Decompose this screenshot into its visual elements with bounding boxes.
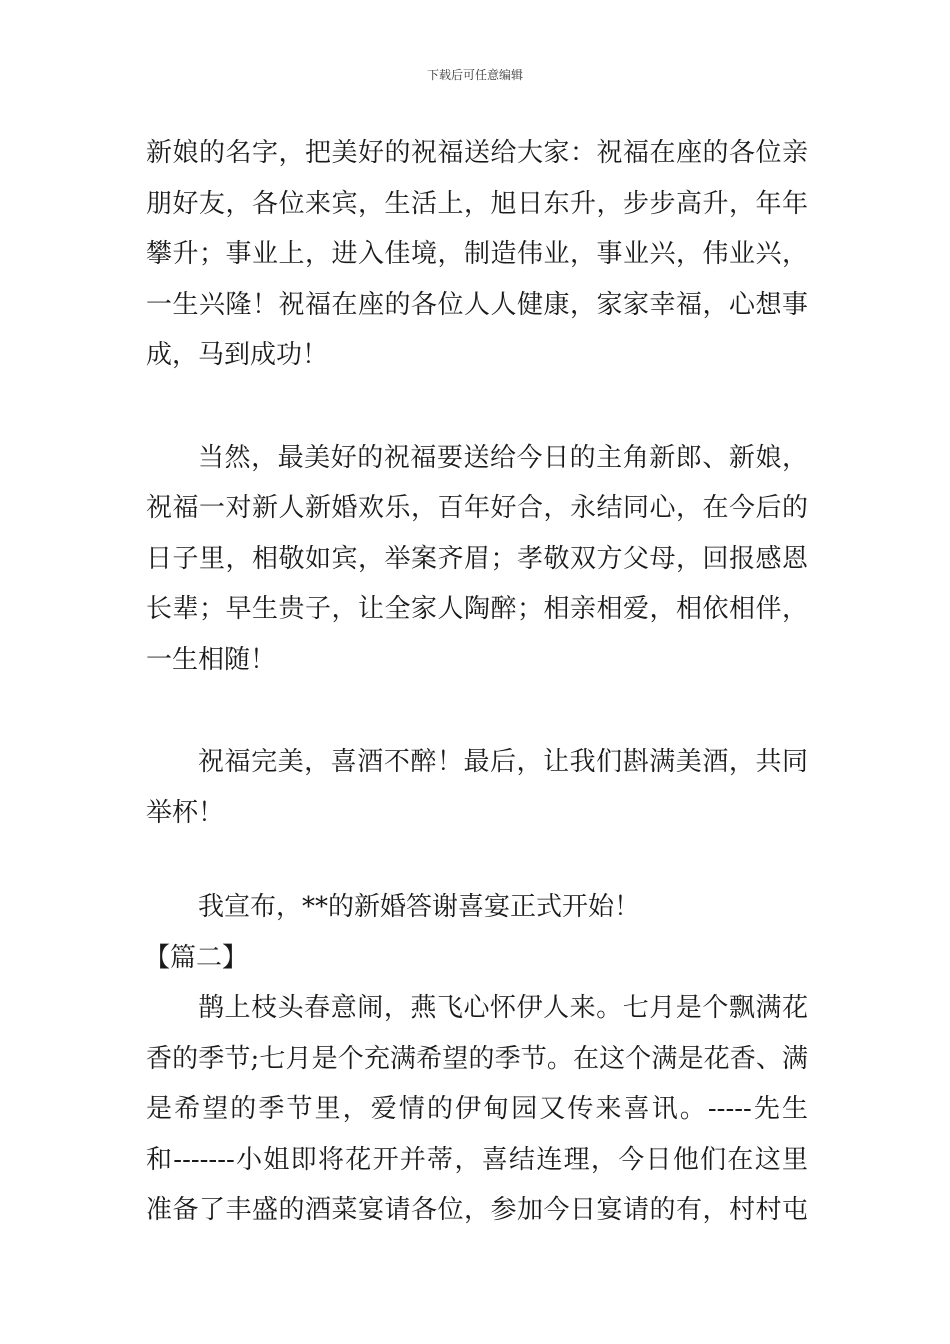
text-line: 长辈；早生贵子，让全家人陶醉；相亲相爱，相依相伴， [146,594,808,624]
text-line: 我宣布，**的新婚答谢喜宴正式开始！ [198,892,641,922]
text-line: 举杯！ [146,797,225,828]
text-line: 当然，最美好的祝福要送给今日的主角新郎、新娘， [198,442,808,473]
text-line: 鹊上枝头春意闹，燕飞心怀伊人来。七月是个飘满花 [198,993,808,1023]
paragraph-part-two [146,983,808,1236]
text-line: 和-------小姐即将花开并蒂，喜结连理，今日他们在这里 [146,1144,808,1175]
text-line: 准备了丰盛的酒菜宴请各位，参加今日宴请的有，村村屯 [146,1195,808,1225]
paragraph-blessing-couple [146,433,808,686]
section-title: 【篇二】 [144,942,249,973]
text-line: 新娘的名字，把美好的祝福送给大家：祝福在座的各位亲 [146,138,808,168]
text-line: 成，马到成功！ [146,340,329,370]
text-line: 朋好友，各位来宾，生活上，旭日东升，步步高升，年年 [146,188,808,219]
text-line: 一生兴隆！祝福在座的各位人人健康，家家幸福，心想事 [146,289,808,320]
section-heading [146,933,808,984]
text-line: 一生相随！ [146,644,277,675]
text-line: 香的季节;七月是个充满希望的季节。在这个满是花香、满 [146,1043,808,1074]
text-line: 祝福完美，喜酒不醉！最后，让我们斟满美酒，共同 [198,747,808,777]
text-line: 祝福一对新人新婚欢乐，百年好合，永结同心，在今后的 [146,493,808,523]
text-line: 攀升；事业上，进入佳境，制造伟业，事业兴，伟业兴， [146,239,808,269]
document-body [146,128,808,1236]
paragraph-toast [146,737,808,838]
text-line: 日子里，相敬如宾，举案齐眉；孝敬双方父母，回报感恩 [146,543,808,574]
paragraph-announcement [146,882,808,933]
paragraph-blessing-guests [146,128,808,381]
page-header: 下载后可任意编辑 [426,68,523,82]
text-line: 是希望的季节里，爱情的伊甸园又传来喜讯。-----先生 [146,1094,808,1124]
